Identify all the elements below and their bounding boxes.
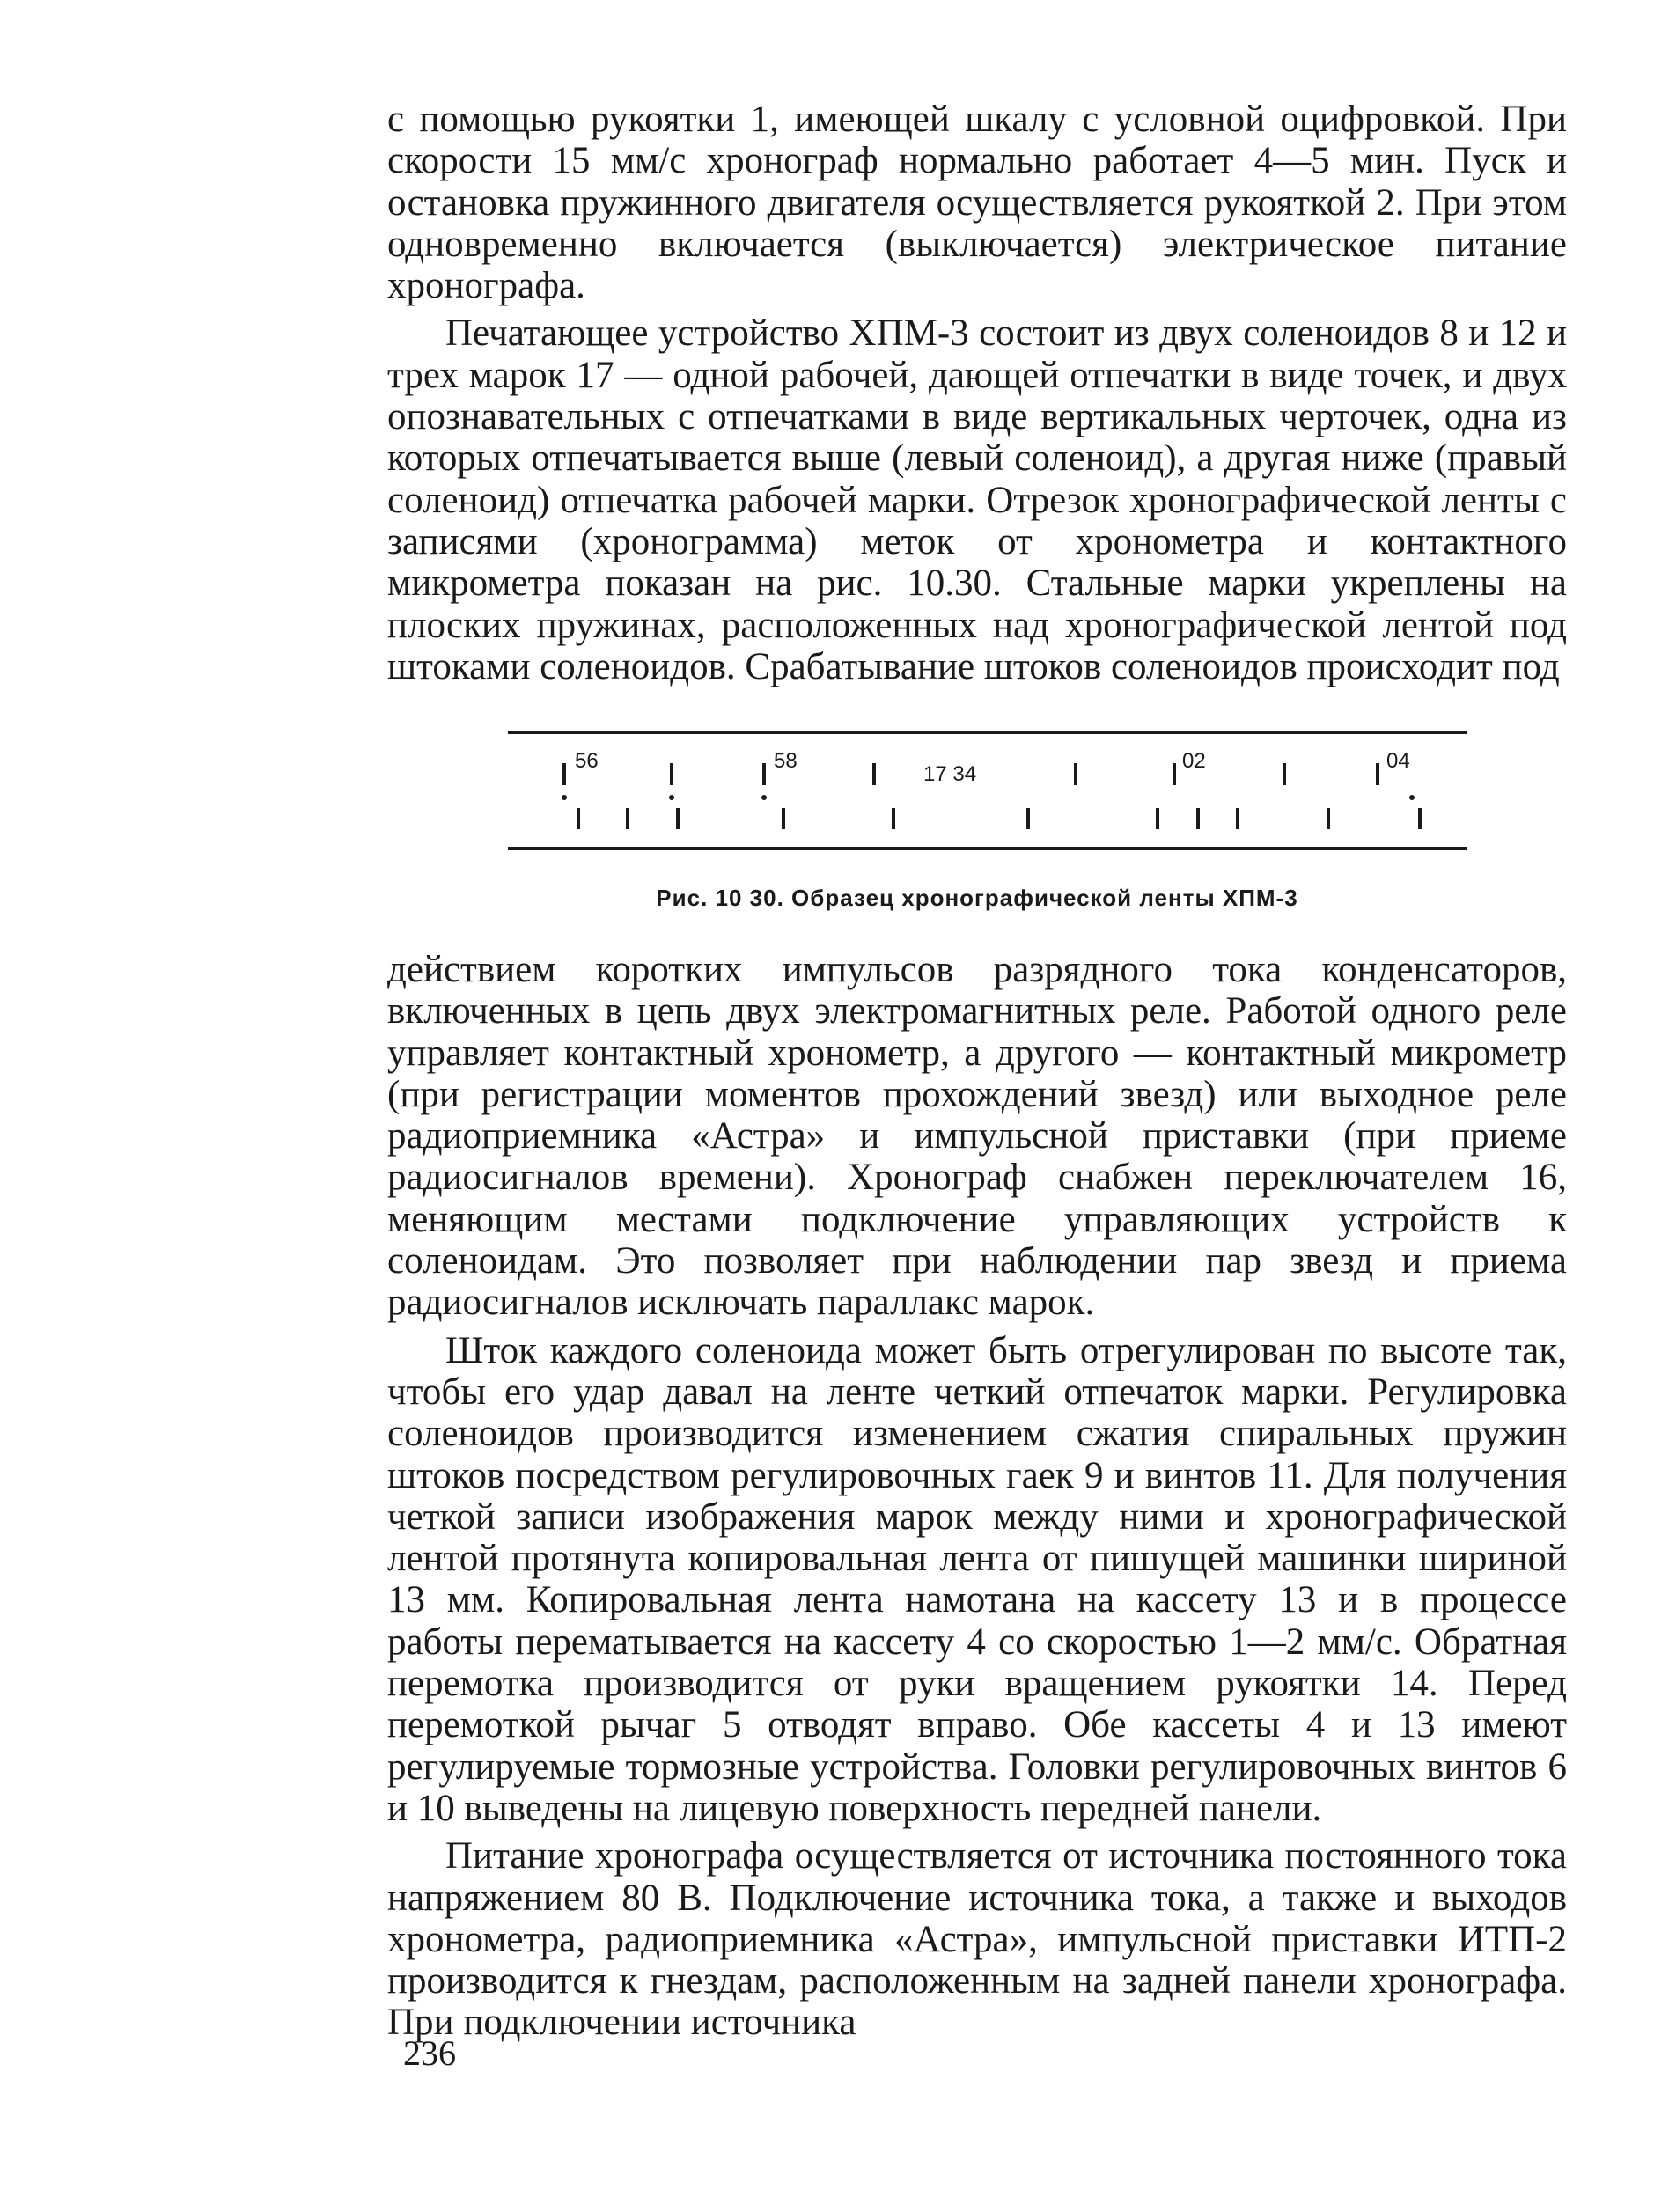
- paragraph: с помощью рукоятки 1, имеющей шкалу с условной оцифровкой. При скорости 15 мм/с хронограф нормально работает 4—5 мин. Пуск и остановка пружинного двигателя осуществляется рукояткой 2. При этом одновременно включается (выключается) электрическое питание хронографа.: [387, 99, 1567, 307]
- tape-label-58: 58: [774, 749, 798, 773]
- figure-caption: Рис. 10 30. Образец хронографической ленты ХПМ-3: [656, 885, 1298, 911]
- paragraph: Печатающее устройство ХПМ-3 состоит из двух соленоидов 8 и 12 и трех марок 17 — одной рабочей, дающей отпечатки в виде точек, и двух опознавательных с отпечатками в виде вертикальных черточек, одна из которых отпечатывается выше (левый соленоид), а другая ниже (правый соленоид) отпечатка рабочей марки. Отрезок хронографической ленты с записями (хронограмма) меток от хронометра и контактного микрометра показан на рис. 10.30. Стальные марки укреплены на плоских пружинах, расположенных над хронографической лентой под штоками соленоидов. Срабатывание штоков соленоидов происходит под: [387, 312, 1567, 687]
- text-block-bottom: [387, 949, 1567, 2044]
- paragraph: действием коротких импульсов разрядного тока конденсаторов, включенных в цепь двух электромагнитных реле. Работой одного реле управляет контактный хронометр, а другого — контактный микрометр (при регистрации моментов прохождений звезд) или выходное реле радиоприемника «Астра» и импульсной приставки (при приеме радиосигналов времени). Хронограф снабжен переключателем 16, меняющим местами подключение управляющих устройств к соленоидам. Это позволяет при наблюдении пар звезд и приема радиосигналов исключать параллакс марок.: [387, 949, 1567, 1324]
- tape-drawing: [508, 731, 1467, 863]
- lower-marks: [578, 808, 1420, 829]
- text-block-top: [387, 99, 1567, 687]
- tape-label-04: 04: [1386, 749, 1410, 773]
- page-number: 236: [403, 2033, 456, 2073]
- tape-label-56: 56: [575, 749, 599, 773]
- tape-label-17-34: 17 34: [923, 762, 977, 786]
- paragraph: Шток каждого соленоида может быть отрегулирован по высоте так, чтобы его удар давал на ленте четкий отпечаток марки. Регулировка соленоидов производится изменением сжатия спиральных пружин штоков посредством регулировочных гаек 9 и винтов 11. Для получения четкой записи изображения марок между ними и хронографической лентой протянута копировальная лента от пишущей машинки шириной 13 мм. Копировальная лента намотана на кассету 13 и в процессе работы перематывается на кассету 4 со скоростью 1—2 мм/с. Обратная перемотка производится от руки вращением рукоятки 14. Перед перемоткой рычаг 5 отводят вправо. Обе кассеты 4 и 13 имеют регулируемые тормозные устройства. Головки регулировочных винтов 6 и 10 выведены на лицевую поверхность передней панели.: [387, 1329, 1567, 1829]
- chronograph-tape-figure: [508, 731, 1467, 863]
- dot-marks: [562, 795, 1415, 800]
- tape-label-02: 02: [1182, 749, 1206, 773]
- paragraph: Питание хронографа осуществляется от источника постоянного тока напряжением 80 В. Подключение источника тока, а также и выходов хронометра, радиоприемника «Астра», импульсной приставки ИТП-2 производится к гнездам, расположенным на задней панели хронографа. При подключении источника: [387, 1835, 1567, 2044]
